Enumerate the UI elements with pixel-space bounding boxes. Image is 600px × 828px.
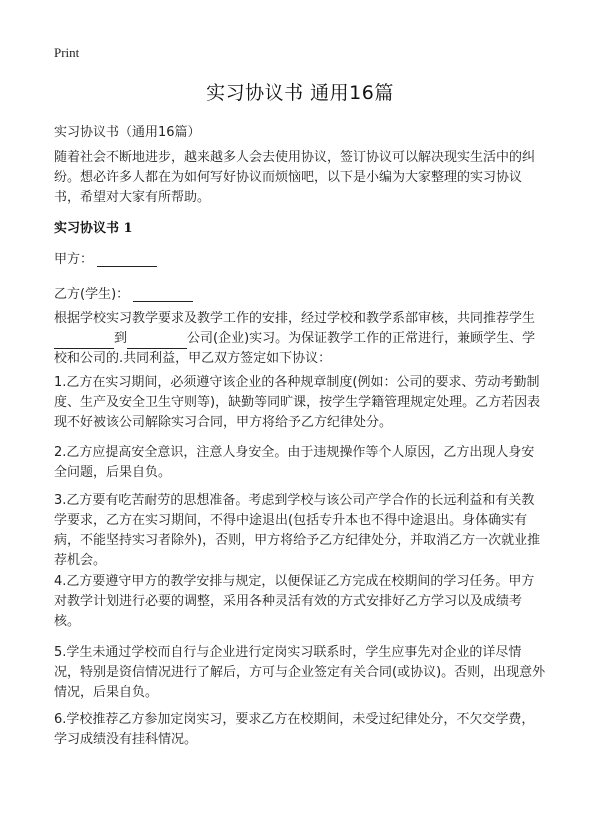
party-a-label: 甲方： bbox=[54, 252, 94, 267]
preamble-text-2: 公司(企业)实习。为保证教学工作的正常进行，兼顾学生、学校和公司的.共同利益，甲乙双方签定如下协议： bbox=[54, 331, 536, 366]
student-name-blank bbox=[54, 334, 114, 349]
clause-6: 6.学校推荐乙方参加定岗实习，要求乙方在校期间，未受过纪律处分，不欠交学费，学习成绩没有挂科情况。 bbox=[54, 712, 535, 747]
party-b-blank bbox=[133, 287, 193, 302]
clause-4: 4.乙方要遵守甲方的教学安排与规定，以便保证乙方完成在校期间的学习任务。甲方对教学计划进行必要的调整，采用各种灵活有效的方式安排好乙方学习以及成绩考核。 bbox=[54, 574, 535, 629]
section-heading: 实习协议书 1 bbox=[54, 221, 133, 236]
document-subtitle: 实习协议书（通用16篇） bbox=[54, 125, 201, 140]
preamble-paragraph bbox=[54, 309, 546, 369]
page-title: 实习协议书 通用16篇 bbox=[206, 82, 394, 104]
clause-5: 5.学生未通过学校而自行与企业进行定岗实习联系时，学生应事先对企业的详尽情况，特别是资信情况进行了解后，方可与企业签定有关合同(或协议)。否则，出现意外情况，后果自负。 bbox=[54, 645, 546, 700]
print-link[interactable]: Print bbox=[54, 45, 80, 60]
party-b-field bbox=[54, 283, 193, 302]
preamble-to: 到 bbox=[114, 331, 128, 346]
intro-paragraph: 随着社会不断地进步，越来越多人会去使用协议，签订协议可以解决现实生活中的纠纷。想必许多人都在为如何写好协议而烦恼吧，以下是小编为大家整理的实习协议书，希望对大家有所帮助。 bbox=[54, 150, 536, 205]
clause-2: 2.乙方应提高安全意识，注意人身安全。由于违规操作等个人原因，乙方出现人身安全问题，后果自负。 bbox=[54, 445, 535, 480]
preamble-text-1: 根据学校实习教学要求及教学工作的安排，经过学校和教学系部审核，共同推荐学生 bbox=[54, 311, 536, 326]
party-a-blank bbox=[97, 252, 157, 267]
clause-1: 1.乙方在实习期间，必须遵守该企业的各种规章制度(例如：公司的要求、劳动考勤制度、生产及安全卫生守则等)，缺勤等同旷课，按学生学籍管理规定处理。乙方若因表现不好被该公司解除实习合同，甲方将给予乙方纪律处分。 bbox=[54, 375, 541, 430]
clause-3: 3.乙方要有吃苦耐劳的思想准备。考虑到学校与该公司产学合作的长远利益和有关教学要求，乙方在实习期间，不得中途退出(包括专升本也不得中途退出。身体确实有病，不能坚持实习者除外)，否则，甲方将给予乙方纪律处分，并取消乙方一次就业推荐机会。 bbox=[54, 493, 541, 568]
party-b-label: 乙方(学生)： bbox=[54, 287, 130, 302]
party-a-field bbox=[54, 248, 157, 267]
company-name-blank bbox=[127, 334, 187, 349]
